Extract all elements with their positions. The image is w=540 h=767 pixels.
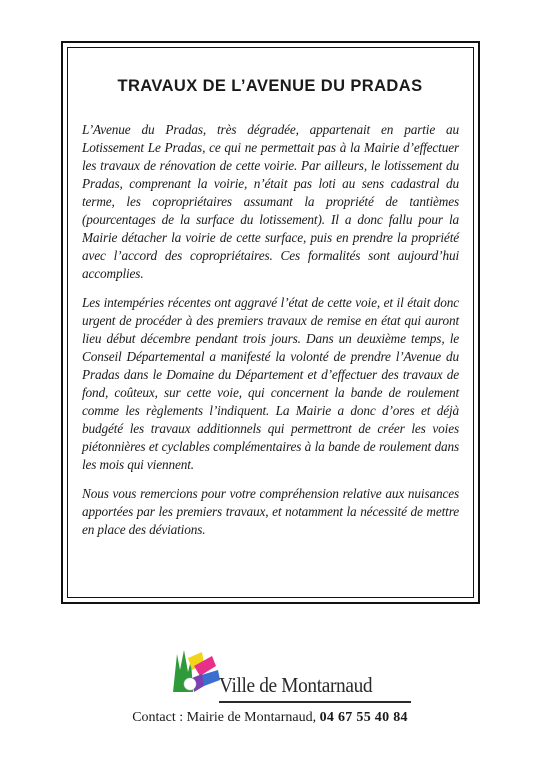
- paragraph-1: L’Avenue du Pradas, très dégradée, appartenait en partie au Lotissement Le Pradas, ce qui ne permettait pas à la Mairie d’effectuer les travaux de rénovation de cette voirie. Par ailleurs, le lotissement du Pradas, comprenant la voirie, n’était pas loti au sens cadastral du terme, les copropriétaires assumant la propriété de tantièmes (pourcentages de la surface du lotissement). Il a donc fallu pour la Mairie détacher la voirie de cette surface, puis en prendre la propriété avec l’accord des copropriétaires. Ces formalités sont aujourd’hui accomplies.: [82, 122, 459, 281]
- logo-underline: [219, 701, 411, 703]
- article-body: [82, 121, 459, 550]
- contact-line: [0, 710, 540, 726]
- logo-white-blob: [184, 678, 196, 690]
- article-title: TRAVAUX DE L’AVENUE DU PRADAS: [117, 77, 423, 95]
- montarnaud-logo-icon: [164, 644, 224, 700]
- town-name: Ville de Montarnaud: [219, 673, 373, 697]
- contact-phone: 04 67 55 40 84: [319, 710, 408, 725]
- paragraph-3: Nous vous remercions pour votre compréhension relative aux nuisances apportées par les premiers travaux, et notamment la nécessité de mettre en place des déviations.: [82, 486, 459, 537]
- contact-label: Contact : Mairie de Montarnaud,: [132, 710, 320, 725]
- paragraph-2: Les intempéries récentes ont aggravé l’état de cette voie, et il était donc urgent de procéder à des premiers travaux de remise en état qui auront lieu début décembre pendant trois jours. Dans un deuxième temps, le Conseil Départemental a manifesté la volonté de prendre l’Avenue du Pradas dans le Domaine du Département et d’effectuer des travaux de fond, coûteux, sur cette voie, qui concernent la bande de roulement comme les règlements l’indiquent. La Mairie a donc d’ores et déjà budgété les travaux additionnels qui permettront de créer les voies piétonnières et cyclables complémentaires à la bande de roulement dans les mois qui viennent.: [82, 295, 459, 472]
